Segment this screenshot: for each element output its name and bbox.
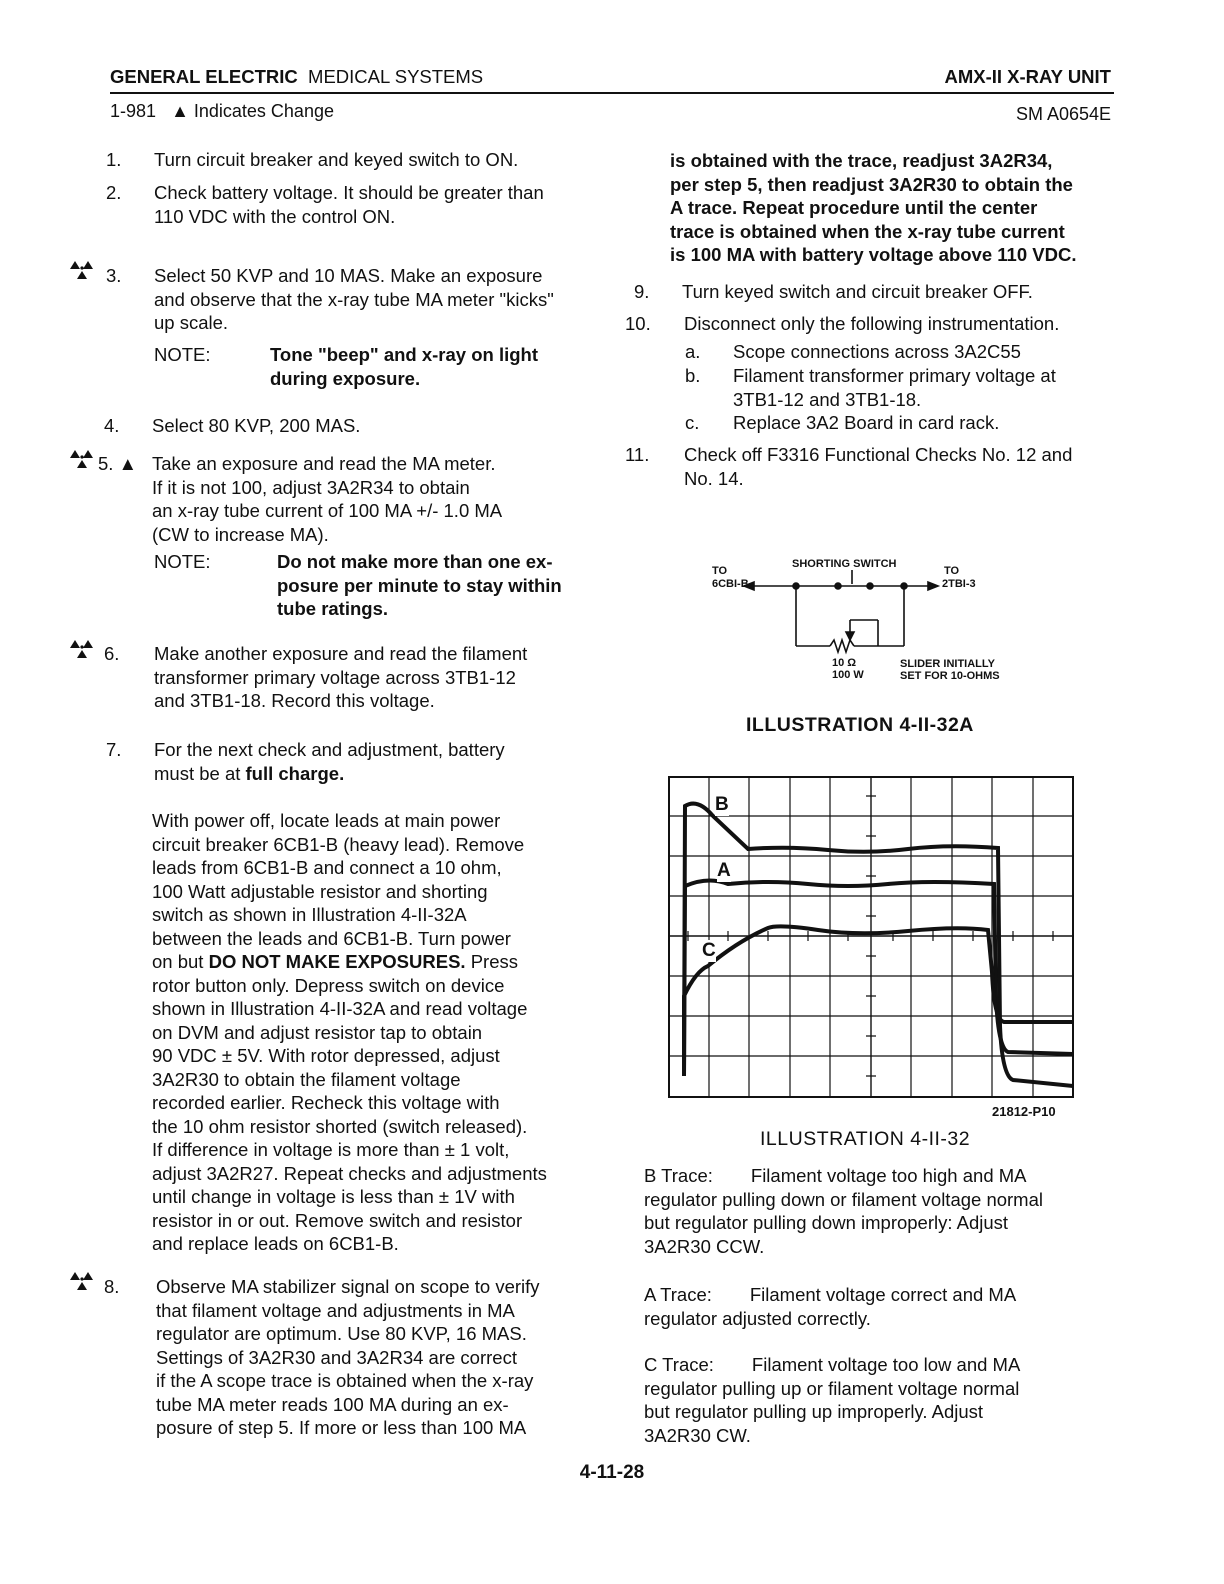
step-7-para-line: rotor button only. Depress switch on device <box>152 974 505 996</box>
step-10b-line: Filament transformer primary voltage at <box>733 365 1056 386</box>
step-3-line: and observe that the x-ray tube MA meter "kicks" <box>154 288 554 310</box>
step-1-text: Turn circuit breaker and keyed switch to ON. <box>154 149 519 170</box>
shorting-switch-schematic <box>700 550 1040 690</box>
step-7-emphasis: full charge. <box>245 762 345 784</box>
step-8-number: 8. <box>104 1276 120 1297</box>
to-right-label: TO <box>944 565 960 577</box>
step-7-line: For the next check and adjustment, battery <box>154 739 505 760</box>
step-8-line: that filament voltage and adjustments in MA <box>156 1299 515 1321</box>
note-line: Tone "beep" and x-ray on light <box>270 344 538 365</box>
trace-a-first: Filament voltage correct and MA <box>749 1284 1017 1305</box>
note-line: Do not make more than one ex- <box>277 551 553 572</box>
step-4-number: 4. <box>104 415 120 436</box>
to-right-terminal: 2TBI-3 <box>942 578 976 590</box>
step-5-line: Take an exposure and read the MA meter. <box>152 453 496 474</box>
step-6-text <box>154 642 527 713</box>
step-7-para-line: the 10 ohm resistor shorted (switch released). <box>152 1115 528 1137</box>
step-5-number: 5. ▲ <box>98 453 137 474</box>
step-8-line: posure of step 5. If more or less than 100 MA <box>156 1417 527 1438</box>
step-7-paragraph <box>152 809 547 1256</box>
step-10b-line: 3TB1-12 and 3TB1-18. <box>733 388 922 410</box>
step-7-para-line: between the leads and 6CB1-B. Turn power <box>152 927 511 949</box>
step-8-line: Observe MA stabilizer signal on scope to verify <box>156 1276 540 1297</box>
step-7-tail: Press <box>465 951 518 972</box>
step-7-para-line: and replace leads on 6CB1-B. <box>152 1233 399 1254</box>
slider-note: SLIDER INITIALLY <box>900 658 995 670</box>
note-line: tube ratings. <box>277 598 389 619</box>
slider-note-2: SET FOR 10-OHMS <box>900 670 1000 682</box>
step-7-lead: on but <box>152 951 209 972</box>
trace-a-description <box>644 1283 1016 1330</box>
scope-graticule <box>668 776 1074 1098</box>
illustration-32a-caption: ILLUSTRATION 4-II-32A <box>746 714 974 736</box>
step-11-line: No. 14. <box>684 467 744 489</box>
step-3-number: 3. <box>106 265 122 286</box>
header-sub <box>110 101 334 122</box>
step-10b-text <box>733 364 1056 411</box>
step-5-line: If it is not 100, adjust 3A2R34 to obtain <box>152 476 470 498</box>
step-10b-letter: b. <box>685 365 701 386</box>
trace-desc-line <box>644 1353 1020 1377</box>
trace-desc-line: but regulator pulling up improperly. Adjust <box>644 1401 984 1422</box>
step-10-text: Disconnect only the following instrumentation. <box>684 313 1060 334</box>
step-7-para-line: switch as shown in Illustration 4-II-32A <box>152 904 467 925</box>
doc-number: SM A0654E <box>1015 104 1111 124</box>
step-7-para-line: adjust 3A2R27. Repeat checks and adjustments <box>152 1162 547 1184</box>
step-7-text <box>154 738 505 785</box>
oscilloscope-display <box>668 776 1074 1098</box>
step-6-line: Make another exposure and read the filament <box>154 643 528 664</box>
step-3-text <box>154 264 554 335</box>
step-7-para-line: circuit breaker 6CB1-B (heavy lead). Remove <box>152 833 525 855</box>
step-10c-letter: c. <box>685 412 700 433</box>
trace-desc-line <box>644 1164 1043 1188</box>
step-5-note-text <box>277 550 562 621</box>
step-2-text <box>154 181 544 228</box>
page-number: 4-11-28 <box>579 1462 645 1483</box>
company-name: GENERAL ELECTRIC <box>110 66 298 87</box>
trace-c-description <box>644 1353 1020 1447</box>
header-company <box>110 66 483 88</box>
trace-desc-line: regulator pulling down or filament voltage normal <box>644 1188 1043 1210</box>
radiation-warning-icon <box>68 259 98 285</box>
step-7-lead: must be at <box>154 762 246 784</box>
step-6-line: and 3TB1-18. Record this voltage. <box>154 690 435 711</box>
trace-desc-line: 3A2R30 CW. <box>644 1424 751 1446</box>
step-9-text: Turn keyed switch and circuit breaker OFF. <box>682 281 1033 302</box>
trace-c-label: C <box>702 940 716 961</box>
step-10a-letter: a. <box>685 341 701 362</box>
resistor-value: 10 Ω <box>832 657 857 669</box>
step-5-text <box>152 452 502 546</box>
step-8-cont-line: A trace. Repeat procedure until the center <box>670 197 1038 218</box>
step-7-number: 7. <box>106 739 122 760</box>
step-8-continued <box>670 149 1076 267</box>
step-3-line: up scale. <box>154 312 229 333</box>
step-8-line: if the A scope trace is obtained when the x-ray <box>156 1370 534 1391</box>
step-7-para-line: leads from 6CB1-B and connect a 10 ohm, <box>152 857 502 878</box>
resistor-power: 100 W <box>832 669 864 681</box>
trace-desc-line: but regulator pulling down improperly: Adjust <box>644 1212 1009 1233</box>
step-5-line: (CW to increase MA). <box>152 523 329 545</box>
product-name: AMX-II X-RAY UNIT <box>944 66 1111 87</box>
step-7-para-line: shown in Illustration 4-II-32A and read voltage <box>152 998 528 1019</box>
step-7-warning: DO NOT MAKE EXPOSURES. <box>208 951 466 972</box>
step-8-line: regulator are optimum. Use 80 KVP, 16 MAS. <box>156 1323 527 1344</box>
step-7-para-line: 90 VDC ± 5V. With rotor depressed, adjust <box>152 1045 500 1066</box>
trace-a-label: A <box>717 860 731 881</box>
illustration-32-caption: ILLUSTRATION 4-II-32 <box>760 1128 971 1150</box>
to-left-terminal: 6CBI-B <box>712 578 749 590</box>
step-8-cont-line: per step 5, then readjust 3A2R30 to obtain the <box>670 173 1073 195</box>
division-name: MEDICAL SYSTEMS <box>308 66 484 87</box>
step-10-number: 10. <box>625 313 651 334</box>
step-3-line: Select 50 KVP and 10 MAS. Make an exposure <box>154 265 543 286</box>
radiation-warning-icon <box>68 638 98 664</box>
step-8-line: Settings of 3A2R30 and 3A2R34 are correct <box>156 1346 517 1368</box>
trace-c-title: C Trace: <box>644 1354 714 1375</box>
step-8-cont-line: is 100 MA with battery voltage above 110 VDC. <box>670 244 1077 265</box>
step-6-line: transformer primary voltage across 3TB1-12 <box>154 666 516 688</box>
step-7-para-line: recorded earlier. Recheck this voltage with <box>152 1092 500 1113</box>
figure-ref-number: 21812-P10 <box>992 1104 1056 1119</box>
step-3-note-text <box>270 343 538 390</box>
trace-desc-line <box>644 1283 1016 1307</box>
trace-b-first: Filament voltage too high and MA <box>750 1165 1027 1186</box>
switch-label: SHORTING SWITCH <box>792 558 897 570</box>
step-7-para-line: on DVM and adjust resistor tap to obtain <box>152 1021 483 1043</box>
step-7-para-line: With power off, locate leads at main power <box>152 810 501 831</box>
step-7-para-line: 100 Watt adjustable resistor and shorting <box>152 880 488 902</box>
to-left-label: TO <box>712 565 728 577</box>
step-1-number: 1. <box>106 149 122 170</box>
trace-b-title: B Trace: <box>644 1165 713 1186</box>
step-2-number: 2. <box>106 182 122 203</box>
note-line: posure per minute to stay within <box>277 574 562 596</box>
step-4-text: Select 80 KVP, 200 MAS. <box>152 415 361 436</box>
step-10c-text: Replace 3A2 Board in card rack. <box>733 412 1000 433</box>
trace-c-first: Filament voltage too low and MA <box>751 1354 1021 1375</box>
trace-desc-line: regulator pulling up or filament voltage normal <box>644 1377 1020 1399</box>
trace-b-description <box>644 1164 1043 1258</box>
radiation-warning-icon <box>68 1270 98 1296</box>
step-11-text <box>684 443 1072 490</box>
revision-date: 1-981 <box>110 101 157 121</box>
step-7-para-line: resistor in or out. Remove switch and resistor <box>152 1209 523 1231</box>
step-2-line: Check battery voltage. It should be greater than <box>154 182 544 203</box>
step-7-line <box>154 762 505 786</box>
step-5-note-label: NOTE: <box>154 551 211 572</box>
header-rule <box>110 92 1114 94</box>
step-7-para-line: 3A2R30 to obtain the filament voltage <box>152 1068 461 1090</box>
step-7-para-line: until change in voltage is less than ± 1V with <box>152 1186 515 1207</box>
trace-desc-line: 3A2R30 CCW. <box>644 1235 765 1257</box>
step-3-note-label: NOTE: <box>154 344 211 365</box>
step-6-number: 6. <box>104 643 120 664</box>
step-11-line: Check off F3316 Functional Checks No. 12 and <box>684 444 1073 465</box>
step-5-line: an x-ray tube current of 100 MA +/- 1.0 MA <box>152 500 503 521</box>
step-10a-text: Scope connections across 3A2C55 <box>733 341 1021 362</box>
step-8-text <box>156 1275 540 1440</box>
step-7-para-line <box>152 950 547 974</box>
step-11-number: 11. <box>625 444 650 465</box>
step-8-line: tube MA meter reads 100 MA during an ex- <box>156 1393 509 1415</box>
trace-b-label: B <box>715 794 729 815</box>
step-2-line: 110 VDC with the control ON. <box>154 205 396 227</box>
step-8-cont-line: trace is obtained when the x-ray tube current <box>670 220 1065 242</box>
note-line: during exposure. <box>270 367 421 389</box>
step-7-para-line: If difference in voltage is more than ± 1 volt, <box>152 1139 510 1160</box>
trace-desc-line: regulator adjusted correctly. <box>644 1307 871 1329</box>
radiation-warning-icon <box>68 448 98 474</box>
step-8-cont-line: is obtained with the trace, readjust 3A2R34, <box>670 150 1053 171</box>
step-9-number: 9. <box>634 281 650 302</box>
change-note: ▲ Indicates Change <box>171 101 334 121</box>
trace-a-title: A Trace: <box>644 1284 712 1305</box>
